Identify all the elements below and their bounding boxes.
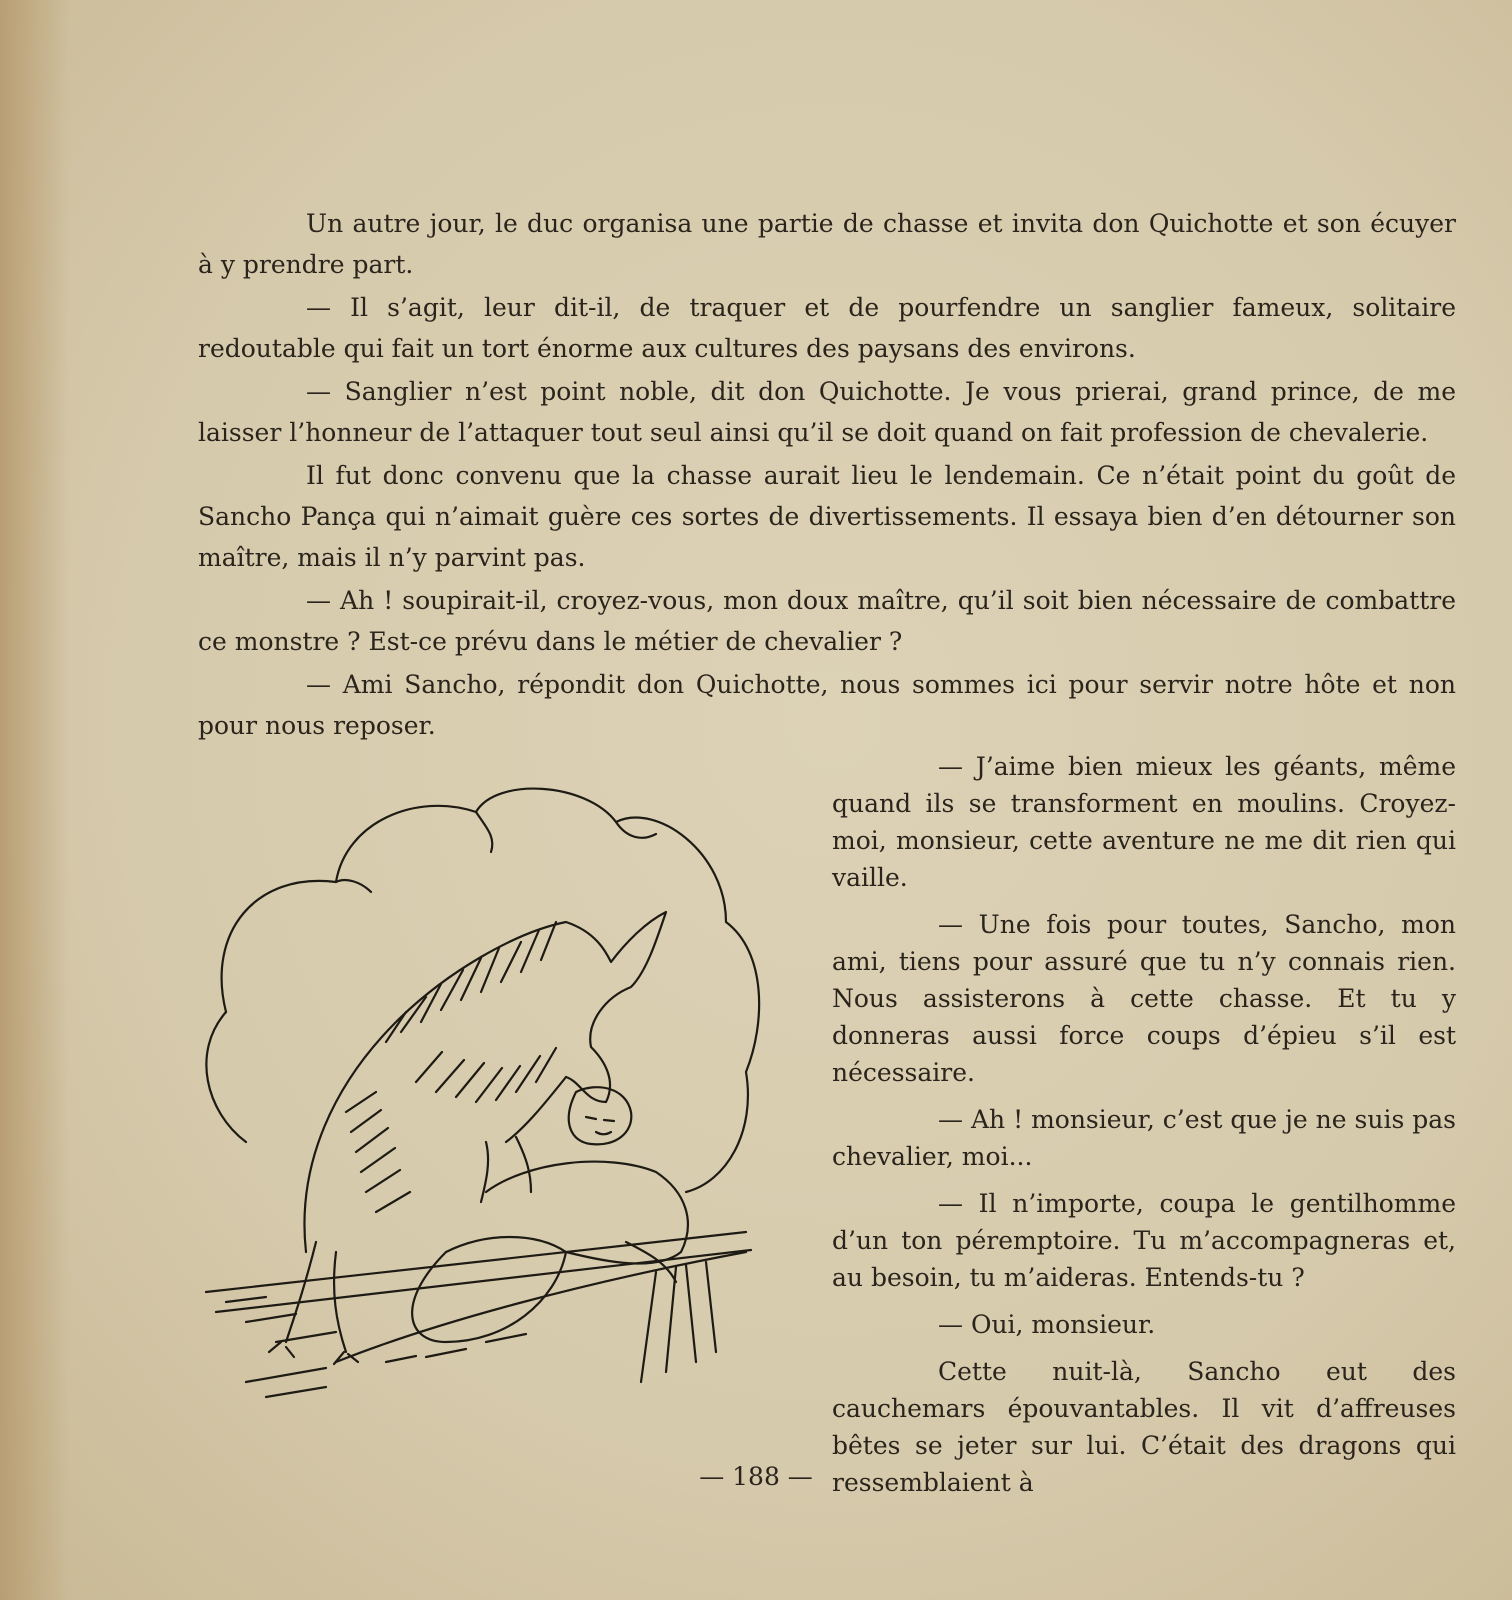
paragraph: — Sanglier n’est point noble, dit don Quichotte. Je vous prierai, grand prince, de me laisser l’honneur de l’attaquer tout seul ainsi qu’il se doit quand on fait profession de chevalerie. <box>198 377 1456 447</box>
paragraph: — Il n’importe, coupa le gentilhomme d’un ton péremptoire. Tu m’accompagneras et, au besoin, tu m’aideras. Entends-tu ? <box>832 1189 1456 1292</box>
page-number: — 188 — <box>699 1462 813 1491</box>
paragraph: Un autre jour, le duc organisa une partie de chasse et invita don Quichotte et son écuyer à y prendre part. <box>198 209 1456 279</box>
paragraph: — Oui, monsieur. <box>938 1310 1156 1339</box>
right-column-text <box>832 748 1456 1511</box>
paragraph: Cette nuit-là, Sancho eut des cauchemars épouvantables. Il vit d’affreuses bêtes se jeter sur lui. C’était des dragons qui ressemblaient à <box>832 1357 1456 1497</box>
paragraph: — Ah ! monsieur, c’est que je ne suis pas chevalier, moi... <box>832 1105 1456 1171</box>
paragraph: — Ami Sancho, répondit don Quichotte, nous sommes ici pour servir notre hôte et non pour nous reposer. <box>198 670 1456 740</box>
paragraph: — Ah ! soupirait-il, croyez-vous, mon doux maître, qu’il soit bien nécessaire de combattre ce monstre ? Est-ce prévu dans le métier de chevalier ? <box>198 586 1456 656</box>
boar-illustration <box>186 782 776 1422</box>
paragraph: — J’aime bien mieux les géants, même quand ils se transforment en moulins. Croyez-moi, monsieur, cette aventure ne me dit rien qui vaille. <box>832 752 1456 892</box>
paragraph: — Une fois pour toutes, Sancho, mon ami, tiens pour assuré que tu n’y connais rien. Nous assisterons à cette chasse. Et tu y donneras aussi force coups d’épieu s’il est nécessaire. <box>832 910 1456 1087</box>
paragraph: Il fut donc convenu que la chasse aurait lieu le lendemain. Ce n’était point du goût de Sancho Pança qui n’aimait guère ces sortes de divertissements. Il essaya bien d’en détourner son maître, mais il n’y parvint pas. <box>198 461 1456 572</box>
paragraph: — Il s’agit, leur dit-il, de traquer et de pourfendre un sanglier fameux, solitaire redoutable qui fait un tort énorme aux cultures des paysans des environs. <box>198 293 1456 363</box>
page-edge-shadow <box>0 0 70 1600</box>
main-text-block <box>198 203 1456 748</box>
